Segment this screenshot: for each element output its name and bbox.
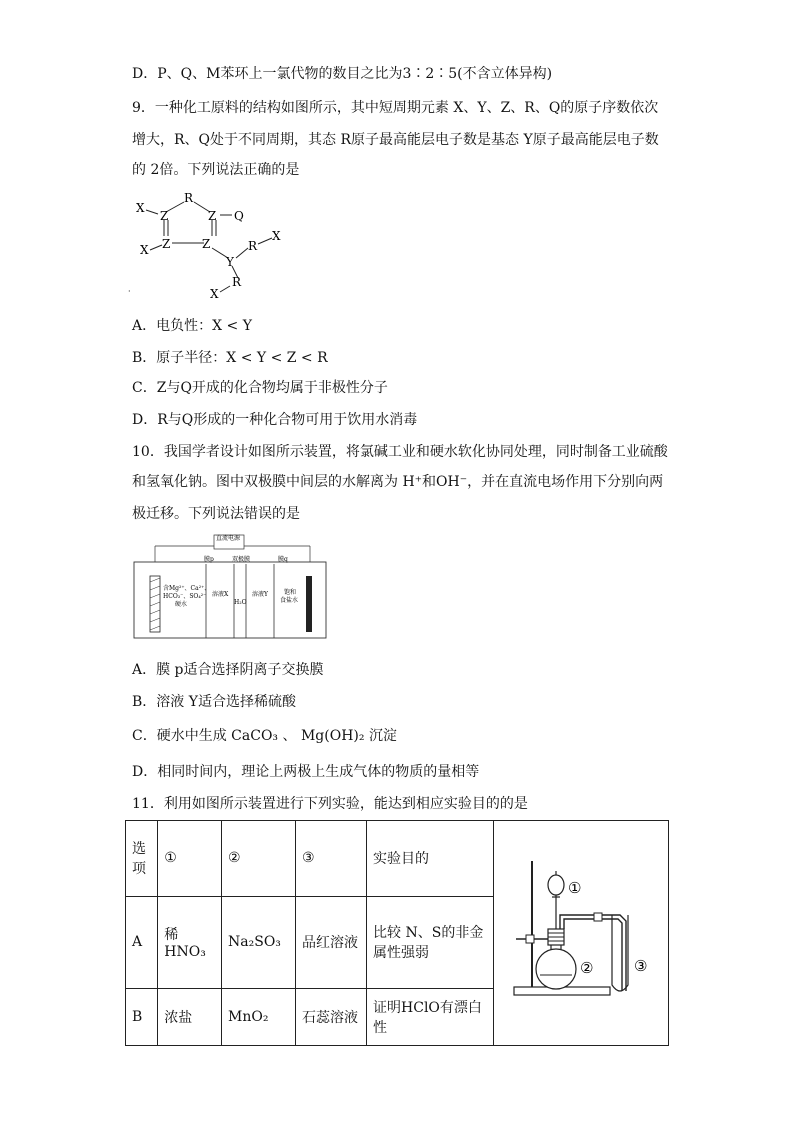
q10-electrolysis-diagram (130, 532, 330, 642)
atom-r2: R (248, 239, 258, 253)
row-a-reagent-3: 品红溶液 (295, 896, 366, 988)
row-b-reagent-1: 浓盐 (158, 988, 222, 1045)
q10-stem-line1: 10．我国学者设计如图所示装置，将氯碱工业和硬水软化协同处理，同时制备工业硫酸 (132, 444, 668, 460)
q10-option-c-caco3: CaCO₃ (231, 728, 279, 744)
hard-water-line1: 含Mg²⁺、Ca²⁺、 (163, 585, 211, 592)
row-b-reagent-2: MnO₂ (222, 988, 296, 1045)
q8-option-d: D．P、Q、M苯环上一氯代物的数目之比为3∶2∶5(不含立体异构) (132, 66, 553, 82)
atom-z1: Z (160, 209, 169, 223)
atom-x3: X (272, 229, 281, 243)
power-supply-label: 直流电源 (216, 535, 241, 542)
solution-y-label: 溶液Y (252, 591, 268, 598)
q10-option-c-sep: 、 (282, 728, 297, 744)
row-a-purpose: 比较 N、S的非金属性强弱 (367, 896, 494, 988)
q9-stem-line2: 增大，R、Q处于不同周期，其态 R原子最高能层电子数是基态 Y原子最高能层电子数 (132, 132, 659, 148)
q11-stem: 11．利用如图所示装置进行下列实验，能达到相应实验目的的是 (132, 796, 528, 812)
header-reagent-1: ① (158, 821, 222, 897)
row-a-reagent-1: 稀HNO₃ (158, 896, 222, 988)
hard-water-line2: HCO₃⁻、SO₄²⁻ (163, 593, 207, 600)
atom-r3: R (232, 275, 242, 289)
q9-option-a: A．电负性：X < Y (132, 318, 252, 334)
q10-stem-line3: 极迁移。下列说法错误的是 (132, 506, 300, 522)
atom-q: Q (234, 209, 244, 223)
q10-stem-line2: 和氢氧化钠。图中双极膜中间层的水解离为 H⁺和OH⁻，并在直流电场作用下分别向两 (132, 474, 664, 490)
atom-r1: R (184, 191, 194, 205)
row-a-option: A (126, 896, 158, 988)
q10-option-a: A．膜 p适合选择阴离子交换膜 (132, 662, 324, 678)
table-header-row (126, 821, 669, 897)
label-3: ③ (633, 957, 648, 975)
header-reagent-3: ③ (295, 821, 366, 897)
q10-option-b: B．溶液 Y适合选择稀硫酸 (132, 694, 296, 710)
membrane-p-label: 膜p (204, 556, 214, 563)
label-1: ① (567, 879, 582, 897)
q9-option-d: D．R与Q形成的一种化合物可用于饮用水消毒 (132, 412, 418, 428)
atom-y: Y (226, 255, 234, 269)
q10-option-c-mgoh2: Mg(OH)₂ (300, 728, 365, 744)
atom-x1: X (136, 201, 145, 215)
structure-dot: · (128, 287, 131, 296)
q10-option-c-suffix: 沉淀 (368, 728, 397, 744)
q9-option-b: B．原子半径：X < Y < Z < R (132, 350, 328, 366)
header-purpose: 实验目的 (367, 821, 494, 897)
label-2: ② (579, 959, 594, 977)
atom-z3: Z (162, 237, 171, 251)
atom-z4: Z (202, 237, 211, 251)
solution-x-label: 溶液X (212, 591, 229, 598)
hard-water-line3: 硬水 (175, 601, 188, 608)
row-b-option: B (126, 988, 158, 1045)
membrane-q-label: 膜q (278, 556, 288, 563)
brine-line1: 饱和 (284, 589, 297, 596)
atom-x4: X (210, 287, 219, 301)
q10-option-c (132, 726, 397, 746)
brine-line2: 食盐水 (280, 597, 299, 604)
atom-z2: Z (208, 209, 217, 223)
q9-option-c: C．Z与Q开成的化合物均属于非极性分子 (132, 380, 388, 396)
water-label: H₂O (234, 599, 247, 606)
header-option: 选项 (126, 821, 158, 897)
header-reagent-2: ② (222, 821, 296, 897)
apparatus-diagram (494, 821, 668, 1041)
row-b-purpose: 证明HClO有漂白性 (367, 988, 494, 1045)
q10-option-d: D．相同时间内，理论上两极上生成气体的物质的量相等 (132, 764, 480, 780)
q9-structure-diagram (128, 190, 298, 302)
row-a-reagent-2: Na₂SO₃ (222, 896, 296, 988)
q9-stem-line3: 的 2倍。下列说法正确的是 (132, 162, 300, 178)
row-b-reagent-3: 石蕊溶液 (295, 988, 366, 1045)
q11-experiment-table (125, 820, 669, 1046)
q9-stem-line1: 9．一种化工原料的结构如图所示，其中短周期元素 X、Y、Z、R、Q的原子序数依次 (132, 100, 659, 116)
q10-option-c-prefix: C．硬水中生成 (132, 728, 227, 744)
atom-x2: X (140, 243, 149, 257)
apparatus-cell (493, 821, 668, 1046)
bipolar-membrane-label: 双极膜 (232, 556, 251, 563)
